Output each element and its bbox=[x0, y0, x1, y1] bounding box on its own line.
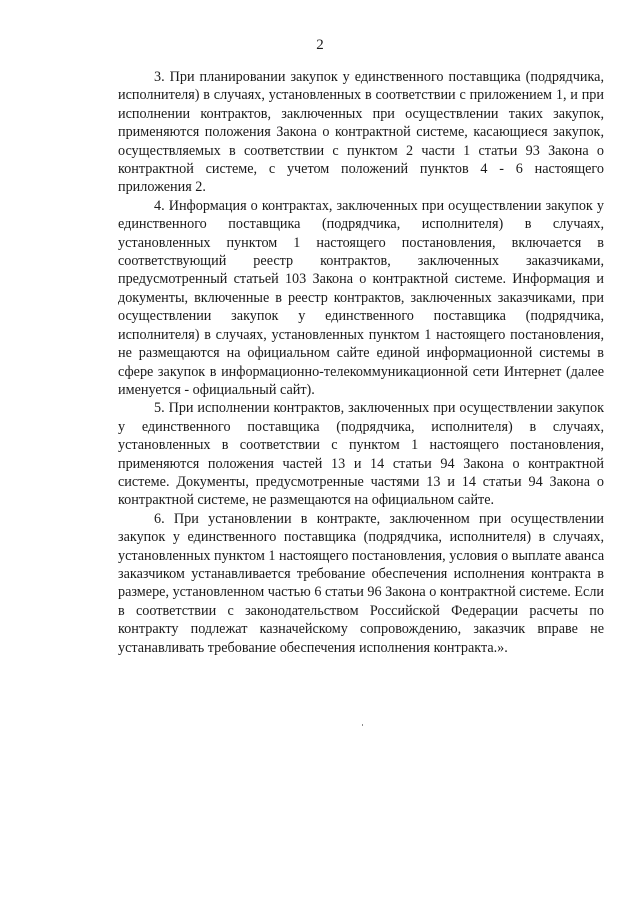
paragraph-line: соответствующий реестр контрактов, заключенных заказчиками, bbox=[118, 253, 604, 270]
paragraph-line: исполнении контрактов, заключенных при осуществлении таких закупок, bbox=[118, 105, 604, 122]
paragraph-line: осуществлении закупок у единственного поставщика (подрядчика, bbox=[118, 308, 604, 325]
paragraph-line: системе. Документы, предусмотренные частями 13 и 14 статьи 94 Закона о bbox=[118, 473, 604, 490]
paragraph-line: устанавливать требование обеспечения исполнения контракта.». bbox=[118, 639, 508, 656]
paragraph-line: исполнителя) в случаях, установленных в соответствии с приложением 1, и при bbox=[118, 87, 604, 104]
paragraph-line: 5. При исполнении контрактов, заключенных при осуществлении закупок bbox=[154, 400, 604, 417]
paragraph-line: применяются положения частей 13 и 14 статьи 94 Закона о контрактной bbox=[118, 455, 604, 472]
paragraph-line: единственного поставщика (подрядчика, исполнителя) в случаях, bbox=[118, 216, 604, 233]
paragraph-line: установленных пунктом 1 настоящего постановления, условия о выплате аванса bbox=[118, 547, 605, 564]
paragraph-line: контракту подлежат казначейскому сопровождению, заказчик вправе не bbox=[118, 621, 604, 638]
paragraph-line: установленных пунктом 1 настоящего постановления, включается в bbox=[118, 234, 604, 251]
scan-artifact bbox=[362, 724, 363, 726]
paragraph-line: контрактной системе, не размещаются на официальном сайте. bbox=[118, 492, 495, 509]
paragraph-line: заказчиком устанавливается требование обеспечения исполнения контракта в bbox=[118, 565, 604, 582]
paragraph-line: документы, включенные в реестр контрактов, заключенных заказчиками, при bbox=[118, 289, 604, 306]
paragraph-line: контрактной системе, с учетом положений пунктов 4 - 6 настоящего bbox=[118, 161, 604, 178]
paragraph-line: применяются положения Закона о контрактной системе, касающиеся закупок, bbox=[118, 124, 604, 141]
paragraph-line: именуется - официальный сайт). bbox=[118, 381, 315, 398]
paragraph-6-advance-payment bbox=[82, 510, 604, 657]
paragraph-line: не размещаются на официальном сайте единой информационной системы в bbox=[118, 345, 604, 362]
paragraph-line: предусмотренный статьей 103 Закона о контрактной системе. Информация и bbox=[118, 271, 604, 288]
paragraph-4-contract-information bbox=[82, 197, 604, 399]
paragraph-5-contract-execution bbox=[82, 399, 604, 509]
paragraph-line: осуществляемых в соответствии с пунктом 2 части 1 статьи 93 Закона о bbox=[118, 142, 604, 159]
paragraph-line: размере, установленном частью 6 статьи 96 Закона о контрактной системе. Если bbox=[118, 584, 604, 601]
paragraph-line: исполнителя) в случаях, установленных пунктом 1 настоящего постановления, bbox=[118, 326, 604, 343]
paragraph-3-procurement-planning bbox=[82, 68, 604, 197]
paragraph-line: в соответствии с законодательством Российской Федерации расчеты по bbox=[118, 602, 604, 619]
page-number: 2 bbox=[316, 37, 324, 53]
paragraph-line: 3. При планировании закупок у единственного поставщика (подрядчика, bbox=[154, 69, 604, 85]
paragraph-line: у единственного поставщика (подрядчика, исполнителя) в случаях, bbox=[118, 418, 604, 435]
document-body bbox=[82, 68, 604, 657]
paragraph-line: сфере закупок в информационно-телекоммуникационной сети Интернет (далее bbox=[118, 363, 604, 380]
paragraph-line: приложения 2. bbox=[118, 179, 206, 196]
paragraph-line: 6. При установлении в контракте, заключенном при осуществлении bbox=[154, 510, 604, 527]
paragraph-line: закупок у единственного поставщика (подрядчика, исполнителя) в случаях, bbox=[118, 529, 604, 546]
paragraph-line: установленных в соответствии с пунктом 1 настоящего постановления, bbox=[118, 437, 604, 454]
paragraph-line: 4. Информация о контрактах, заключенных при осуществлении закупок у bbox=[154, 197, 604, 214]
